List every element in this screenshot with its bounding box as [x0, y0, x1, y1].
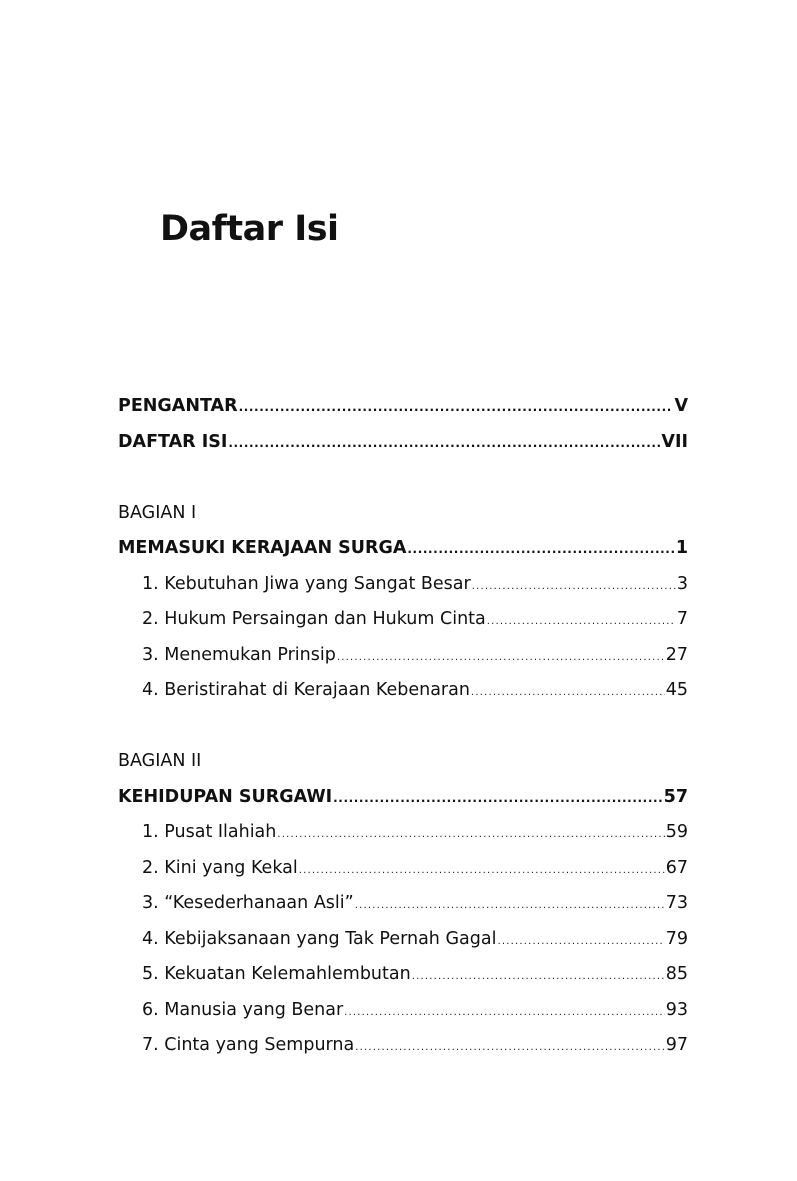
toc-entry-pengantar[interactable]: [118, 389, 688, 425]
toc-entry-label: 3. “Kesederhanaan Asli”: [142, 893, 354, 913]
dot-leader: [471, 675, 665, 709]
toc-entry-page: 1: [675, 538, 688, 558]
part-label: BAGIAN I: [118, 502, 197, 523]
table-of-contents: [118, 389, 688, 1064]
toc-entry-page: 7: [676, 609, 688, 629]
dot-leader: [497, 924, 664, 958]
toc-entry-label: 3. Menemukan Prinsip: [142, 644, 336, 665]
toc-entry-page: 45: [665, 680, 688, 700]
toc-entry-label: PENGANTAR: [118, 396, 238, 416]
toc-entry-page: V: [674, 396, 688, 416]
part-label: BAGIAN II: [118, 751, 202, 771]
toc-chapter-entry[interactable]: [118, 886, 688, 922]
toc-part-heading[interactable]: [118, 780, 688, 816]
toc-entry-page: 59: [665, 822, 688, 842]
dot-leader: [277, 817, 664, 851]
toc-chapter-entry[interactable]: [118, 602, 688, 638]
toc-entry-label: MEMASUKI KERAJAAN SURGA: [118, 538, 407, 558]
toc-entry-label: KEHIDUPAN SURGAWI: [118, 786, 333, 807]
toc-chapter-entry[interactable]: [118, 673, 688, 709]
dot-leader: [344, 995, 665, 1029]
toc-entry-page: 3: [676, 573, 688, 594]
toc-entry-label: 7. Cinta yang Sempurna: [142, 1035, 355, 1055]
toc-entry-page: 93: [665, 999, 688, 1020]
toc-chapter-entry[interactable]: [118, 1028, 688, 1064]
toc-entry-label: 4. Beristirahat di Kerajaan Kebenaran: [142, 680, 470, 700]
dot-leader: [355, 1030, 664, 1064]
toc-entry-page: 67: [665, 857, 688, 878]
toc-entry-label: 5. Kekuatan Kelemahlembutan: [142, 964, 411, 984]
toc-entry-label: 2. Hukum Persaingan dan Hukum Cinta: [142, 609, 486, 629]
dot-leader: [337, 640, 665, 674]
dot-leader: [407, 532, 674, 567]
page-title: Daftar Isi: [160, 209, 339, 249]
toc-chapter-entry[interactable]: [118, 922, 688, 958]
dot-leader: [355, 888, 665, 922]
toc-entry-page: 73: [665, 893, 688, 913]
toc-chapter-entry[interactable]: [118, 567, 688, 603]
toc-entry-page: 85: [665, 964, 688, 984]
dot-leader: [239, 390, 674, 425]
toc-chapter-entry[interactable]: [118, 957, 688, 993]
toc-entry-page: VII: [661, 431, 688, 452]
toc-entry-page: 57: [663, 786, 688, 807]
toc-entry-label: 6. Manusia yang Benar: [142, 999, 344, 1020]
dot-leader: [333, 781, 663, 816]
toc-entry-label: 1. Pusat Ilahiah: [142, 822, 277, 842]
toc-entry-label: 2. Kini yang Kekal: [142, 857, 298, 878]
toc-part-heading[interactable]: [118, 531, 688, 567]
dot-leader: [228, 426, 660, 461]
toc-entry-label: 1. Kebutuhan Jiwa yang Sangat Besar: [142, 573, 471, 594]
toc-entry-label: DAFTAR ISI: [118, 431, 228, 452]
toc-chapter-entry[interactable]: [118, 638, 688, 674]
toc-entry-page: 97: [665, 1035, 688, 1055]
toc-entry-label: 4. Kebijaksanaan yang Tak Pernah Gagal: [142, 928, 497, 949]
toc-chapter-entry[interactable]: [118, 993, 688, 1029]
dot-leader: [412, 959, 665, 993]
toc-entry-daftar-isi[interactable]: [118, 425, 688, 461]
dot-leader: [487, 604, 676, 638]
dot-leader: [299, 853, 665, 887]
toc-chapter-entry[interactable]: [118, 851, 688, 887]
toc-chapter-entry[interactable]: [118, 815, 688, 851]
toc-entry-page: 27: [665, 644, 688, 665]
dot-leader: [472, 569, 676, 603]
toc-entry-page: 79: [665, 928, 688, 949]
